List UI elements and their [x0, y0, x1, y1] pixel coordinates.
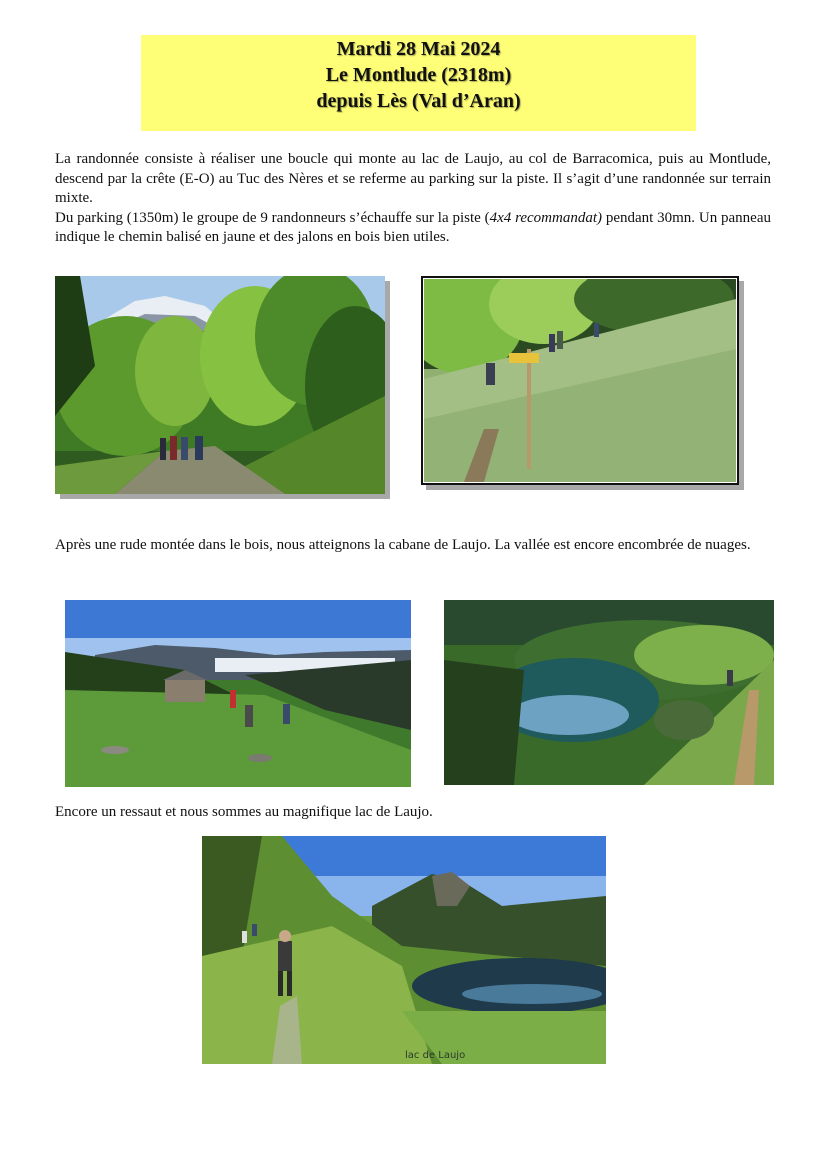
lac-de-laujo-image	[202, 836, 606, 1064]
page-subtitle: depuis Lès (Val d’Aran)	[316, 90, 521, 112]
section3-text	[55, 803, 771, 823]
forest-track-image	[55, 276, 385, 494]
lake-above-image	[444, 600, 774, 785]
intro-p2-italic: 4x4 recommandat)	[489, 209, 602, 226]
section2-text	[55, 536, 771, 556]
cabin-valley-image	[65, 600, 411, 787]
intro-paragraph-1: La randonnée consiste à réaliser une boucle qui monte au lac de Laujo, au col de Barracomica, puis au Montlude, descend par la crête (E-O) au Tuc des Nères et se referme au parking sur la piste. Il s’agit d’une randonnée sur terrain mixte.	[55, 151, 771, 206]
intro-text	[55, 150, 771, 248]
photo-lac-de-laujo	[202, 836, 606, 1064]
intro-paragraph-2	[55, 209, 771, 248]
page-title: Le Montlude (2318m)	[325, 64, 512, 86]
section3-paragraph: Encore un ressaut et nous sommes au magnifique lac de Laujo.	[55, 804, 433, 820]
intro-p2-end: pendant 30mn. Un panneau indique le chemin balisé en jaune et des jalons en bois bien utiles.	[55, 209, 771, 245]
page-date: Mardi 28 Mai 2024	[336, 38, 501, 60]
signpost-slope-image	[424, 279, 736, 482]
photo-caption: lac de Laujo	[405, 1050, 466, 1061]
intro-p2-start: Du parking (1350m) le groupe de 9 randonneurs s’échauffe sur la piste (	[55, 209, 490, 226]
photo-cabin-valley	[65, 600, 411, 787]
photo-lake-above	[444, 600, 774, 785]
photo-signpost-slope	[421, 276, 739, 485]
title-box	[141, 35, 696, 131]
photo-forest-track	[55, 276, 385, 494]
section2-paragraph: Après une rude montée dans le bois, nous atteignons la cabane de Laujo. La vallée est encore encombrée de nuages.	[55, 537, 751, 553]
